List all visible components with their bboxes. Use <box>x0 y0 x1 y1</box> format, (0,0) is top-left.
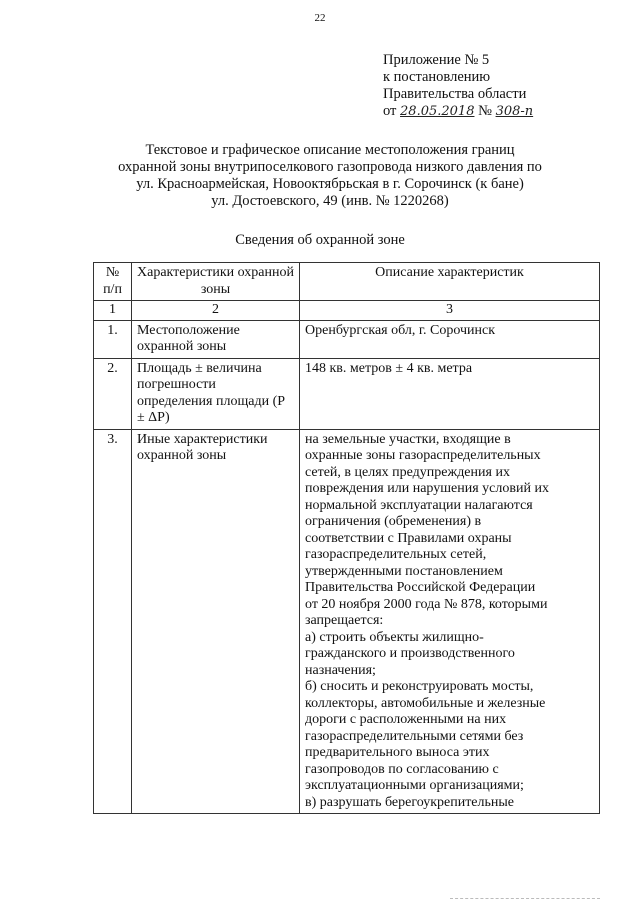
desc-line: на земельные участки, входящие в <box>305 431 511 447</box>
desc-line: дороги с расположенными на них <box>305 712 507 727</box>
title-line-4: ул. Достоевского, 49 (инв. № 1220268) <box>211 193 449 209</box>
handwritten-date: 28.05.2018 <box>400 104 475 119</box>
scan-artifact-line <box>450 898 600 901</box>
desc-line: ограничения (обременения) в <box>305 514 482 529</box>
row-characteristic: Иные характеристики охранной зоны <box>132 429 300 814</box>
table-header-row <box>94 263 600 301</box>
table-row <box>94 429 600 814</box>
table-row <box>94 358 600 429</box>
appendix-line-2: к постановлению <box>383 69 491 85</box>
row-description: 148 кв. метров ± 4 кв. метра <box>300 358 600 429</box>
desc-line: от 20 ноября 2000 года № 878, которыми <box>305 596 548 612</box>
title-line-2: охранной зоны внутрипоселкового газопровода низкого давления по <box>118 159 542 175</box>
appendix-line-3: Правительства области <box>383 86 527 102</box>
title-line-1: Текстовое и графическое описание местоположения границ <box>145 142 515 158</box>
row-description: Оренбургская обл, г. Сорочинск <box>300 320 600 358</box>
desc-line: газопроводов по согласованию с <box>305 761 499 777</box>
col-number-1: 1 <box>94 301 132 321</box>
table-row <box>94 320 600 358</box>
desc-line: коллекторы, автомобильные и железные <box>305 695 546 711</box>
row-description <box>300 429 600 814</box>
protection-zone-table <box>93 262 600 814</box>
desc-line: соответствии с Правилами охраны <box>305 530 512 546</box>
desc-line: в) разрушать берегоукрепительные <box>305 794 515 810</box>
title-line-3: ул. Красноармейская, Новооктябрьская в г. Сорочинск (к бане) <box>136 176 524 192</box>
desc-line: охранные зоны газораспределительных <box>305 448 541 463</box>
row-number: 1. <box>94 320 132 358</box>
row-characteristic: Местоположение охранной зоны <box>132 320 300 358</box>
handwritten-number: 308-п <box>495 104 534 119</box>
header-number: № п/п <box>94 263 132 301</box>
section-subtitle: Сведения об охранной зоне <box>235 232 405 248</box>
desc-line: эксплуатационными организациями; <box>305 778 524 793</box>
col-number-3: 3 <box>300 301 600 321</box>
col-number-2: 2 <box>132 301 300 321</box>
appendix-block <box>383 52 533 120</box>
number-prefix: № <box>478 103 492 119</box>
appendix-date-line <box>383 103 533 120</box>
desc-line: сетей, в целях предупреждения их <box>305 464 510 480</box>
table-column-numbers-row <box>94 301 600 321</box>
row-number: 3. <box>94 429 132 814</box>
desc-line: нормальной эксплуатации налагаются <box>305 497 533 513</box>
header-description: Описание характеристик <box>300 263 600 301</box>
desc-line: газораспределительных сетей, <box>305 547 487 562</box>
row-number: 2. <box>94 358 132 429</box>
desc-line: повреждения или нарушения условий их <box>305 481 549 496</box>
desc-line: утвержденными постановлением <box>305 563 503 579</box>
desc-line: гражданского и производственного <box>305 646 515 661</box>
desc-line: назначения; <box>305 662 376 678</box>
desc-line: б) сносить и реконструировать мосты, <box>305 679 534 694</box>
desc-line: Правительства Российской Федерации <box>305 580 536 595</box>
desc-line: а) строить объекты жилищно- <box>305 629 484 645</box>
page-number: 22 <box>314 12 326 24</box>
header-characteristics: Характеристики охранной зоны <box>132 263 300 301</box>
document-title <box>60 142 600 210</box>
date-prefix: от <box>383 103 397 119</box>
row-characteristic: Площадь ± величина погрешности определения площади (P ± ΔP) <box>132 358 300 429</box>
desc-line: предварительного выноса этих <box>305 745 490 760</box>
desc-line: газораспределительными сетями без <box>305 728 524 744</box>
appendix-line-1: Приложение № 5 <box>383 52 490 68</box>
desc-line: запрещается: <box>305 613 384 628</box>
